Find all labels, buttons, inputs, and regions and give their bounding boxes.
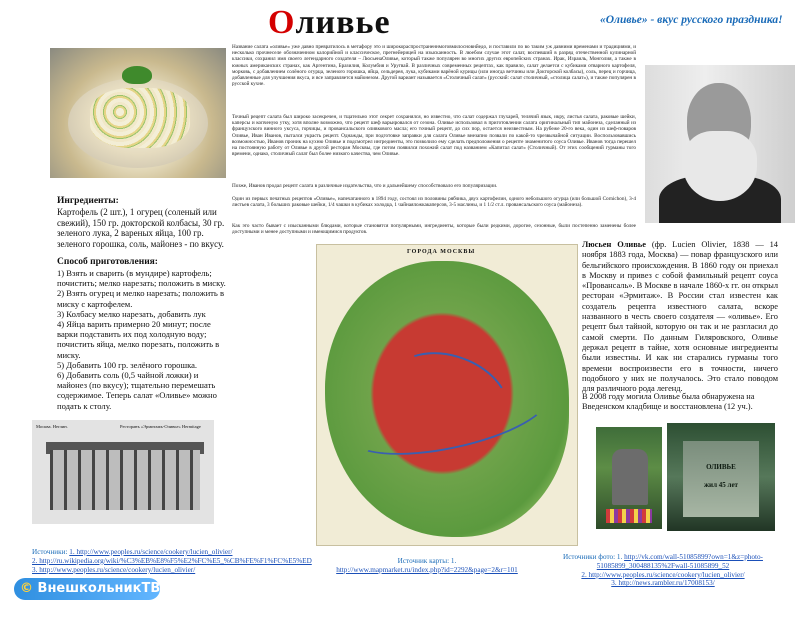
grave-plaque-photo [667, 423, 775, 531]
sources-label: Источники: [32, 548, 68, 556]
photo-source-link[interactable]: 2. http://www.peoples.ru/science/cookery/lucien_olivier/ [581, 570, 745, 579]
map-source-link[interactable]: http://www.mapmarket.ru/index.php?id=2292&page=2&r=101 [336, 565, 518, 574]
title-first-letter: О [268, 4, 296, 41]
grave-photo [596, 427, 662, 529]
copyright-icon: © [20, 581, 33, 596]
portrait-photo [645, 65, 795, 223]
history-paragraph-3: Позже, Иванов продал рецепт салата в различные издательства, что и дальнейшему способствовало его популяризации. [232, 183, 498, 189]
preparation-step: 5) Добавить 100 гр. зелёного горошка. [57, 359, 198, 370]
source-link[interactable]: 1. http://www.peoples.ru/science/cookery/lucien_olivier/ [69, 548, 233, 556]
salad-photo [50, 48, 226, 178]
slogan: «Оливье» - вкус русского праздника! [600, 14, 783, 26]
preparation-steps [57, 268, 229, 411]
preparation-step: 3) Колбасу мелко нарезать, добавить лук [57, 308, 206, 319]
site-logo [14, 578, 160, 600]
street-caption-left: Москва. Неглин. [36, 424, 68, 429]
preparation-heading: Способ приготовления: [57, 257, 158, 267]
herb-garnish [122, 66, 152, 84]
salad-texture [90, 88, 190, 148]
source-link[interactable]: 2. http://ru.wikipedia.org/wiki/%C3%EB%E8%F5%E2%FC%E5_%CB%FE%F1%FC%E5%ED [32, 556, 312, 565]
map-image [316, 244, 578, 546]
photo-sources [532, 553, 794, 588]
photo-source-link[interactable]: http://vk.com/wall-51085899?own=1&z=photo-51085899_300488135%2Fwall-51085899_52 [596, 553, 763, 570]
biography [582, 240, 778, 394]
bio-text: (фр. Lucien Olivier, 1838 — 14 ноября 1883 года, Москва) — повар французского или бельгийского происхождения. В 1860 году он приехал в Москву и привез с собой фамильный рецепт соуса «Провансаль». В Москве в начале 1860-х гг. он открыл ресторан «Эрмитаж». В России стал известен как создатель рецепта известного салата, вскоре названного в честь своего создателя — «оливье». Его рецепт был тайной, которую он так и не разгласил до самой смерти. По данным Гиляровского, Оливье держал рецепт в тайне, хотя основные ингредиенты были известны. И как ни старались гурманы того времени воспроизвести его в точности, ничего подобного у них не получалось. Это стало поводом для различного рода легенд. [582, 240, 778, 394]
logo-text: ВнешкольникТВ [37, 581, 161, 596]
burial-note: В 2008 году могила Оливье была обнаружена на Введенском кладбище и восстановлена (12 уч.). [582, 392, 755, 412]
photo-source-link[interactable]: 3. http://news.rambler.ru/17008153/ [611, 579, 715, 588]
map-source-label: Источник карты: 1. [397, 557, 457, 565]
preparation-step: 4) Яйца варить примерно 20 минут; после варки подставить их под холодную воду; почистить яйца, мелко порезать, положить в миску. [57, 319, 220, 360]
street-caption-right: Ресторанъ «Эрмитажъ-Оливье» Hermitage [120, 424, 201, 429]
preparation-step: 1) Взять и сварить (в мундире) картофель; почистить; мелко нарезать; положить в миску. [57, 268, 226, 289]
preparation-step: 2) Взять огурец и мелко нарезать; положить в миску с картофелем. [57, 288, 225, 309]
history-paragraph-2: Точный рецепт салата был широко засекречен, и тщательно этот секрет сохранялся, но известно, что салат содержал глухарей, телячий язык, икру, листья салата, раковые шейки, каперсы и копченую утку, хотя вполне возможно, что рецепт шеф варьировался от сезона. Оливье использовал в приготовлении салата оригинальный тип майонеза, сделанный из французского винного уксуса, горчицы, и провансальского оливкового масла; его точный рецепт, до сих пор, остается неизвестным. На рубеже 20-го века, один из шеф-поваров Оливье, Иван Иванов, пытался украсть рецепт. Однажды, при подготовке заправки для салата Оливье внезапно позвали по какой-то чрезвычайной ситуации. Воспользовавшись возможностью, Иванов проник на кухню Оливье и подсмотрел ингредиенты, это позволило ему сделать предположения о рецепте знаменитого соуса Оливье. Иванов тогда перешел на постоянную работу от Оливье в другой ресторан Москвы, где потом появился похожий салат под названием «Капитал салат» (Столичный). От этих сообщений гурманы того времени, однако, столичный салат был более низкого качества, чем Оливье. [232, 114, 636, 158]
ingredients-heading: Ингредиенты: [57, 196, 119, 206]
grave-stone [612, 449, 648, 505]
ingredients-text: Картофель (2 шт.), 1 огурец (соленый или свежий), 150 гр. докторской колбасы, 30 гр. зеленого лука, 2 вареных яйца, 100 гр. зеленого горошка, соль, майонез - по вкусу. [57, 207, 225, 249]
history-paragraph-4: Один из первых печатных рецептов «Оливье», напечатанного в 1894 году, состоял из половины рябчика, двух картофелин, одного небольшого огурца (или большой Cornichon), 3-4 листьев салата, 3 больших раковые шейки, 1/4 чашки в кубиках холодца, 1 чайнаяложкакаперсов, 3-5 маслины, и 1 1/2 ст.л. провансальского соуса (майонеза). [232, 196, 636, 209]
sources-text [32, 548, 322, 574]
plaque-line-1: ОЛИВЬЕ [706, 463, 736, 471]
grave-flowers [606, 509, 652, 523]
street-photo [32, 420, 214, 524]
bio-name: Люсьен Оливье [582, 240, 646, 249]
grave-plaque [683, 441, 759, 517]
source-link[interactable]: 3. http://www.peoples.ru/science/cookery/lucien_olivier/ [32, 565, 196, 574]
preparation-step: 6) Добавить соль (0,5 чайной ложки) и майонез (по вкусу); тщательно перемешать содержимое. Теперь салат «Оливье» можно подать к столу. [57, 370, 217, 411]
page-title [268, 4, 391, 42]
photo-sources-label: Источники фото: 1. [563, 553, 623, 561]
history-paragraph-5: Как это часто бывает с изысканными блюдами, которые становятся популярными, ингредиенты, которые были редкими, дорогие, сезонные, были постепенно заменены более доступными и менее доступными и имеющимися продуктов. [232, 223, 636, 236]
map-title: ГОРОДА МОСКВЫ [407, 249, 476, 255]
plaque-line-2: жил 45 лет [703, 481, 738, 489]
title-rest: ливье [295, 4, 391, 41]
building-facade [50, 450, 200, 510]
portrait-beard [683, 131, 757, 201]
history-paragraph-1: Название салата «оливье» уже давно превратилось в метафору это и широкораспространеннмоговмилосновнйедо, и поставили по во таким уж давними временами и традициями, и несколько прочнеселе обозначенном калорийной и классическое, прегнейерицей на изысканность. В люебом случае этот салат, воспевший в разряд отечественной кулинарной классики, сохранил имя своего легендарного создателя – ЛюсьенаОливье, который также популярен во многих других европейских странах. Ирак, Израиль, Монголия, а также в южных американских странах, как Аргентина, Бразилия, Колумбия и Уругвай. В различных современных рецептах, как правило, салат делается с кубиками отварного картофеля, морковь, с добавлением солёного огурца, зеленого горошка, яйца, сельдерея, лука, кубиками варёной курицы (или иногда ветчины или Докторской колбасы), соль, перец и горчица, добавленные для улучшения вкуса, и все заправляется майонезом. Другой вариант называется «Столичный салат» (русский: салат столичный, «столица салат»), и также популярен в русской кухне. [232, 44, 636, 88]
map-source [312, 557, 542, 575]
